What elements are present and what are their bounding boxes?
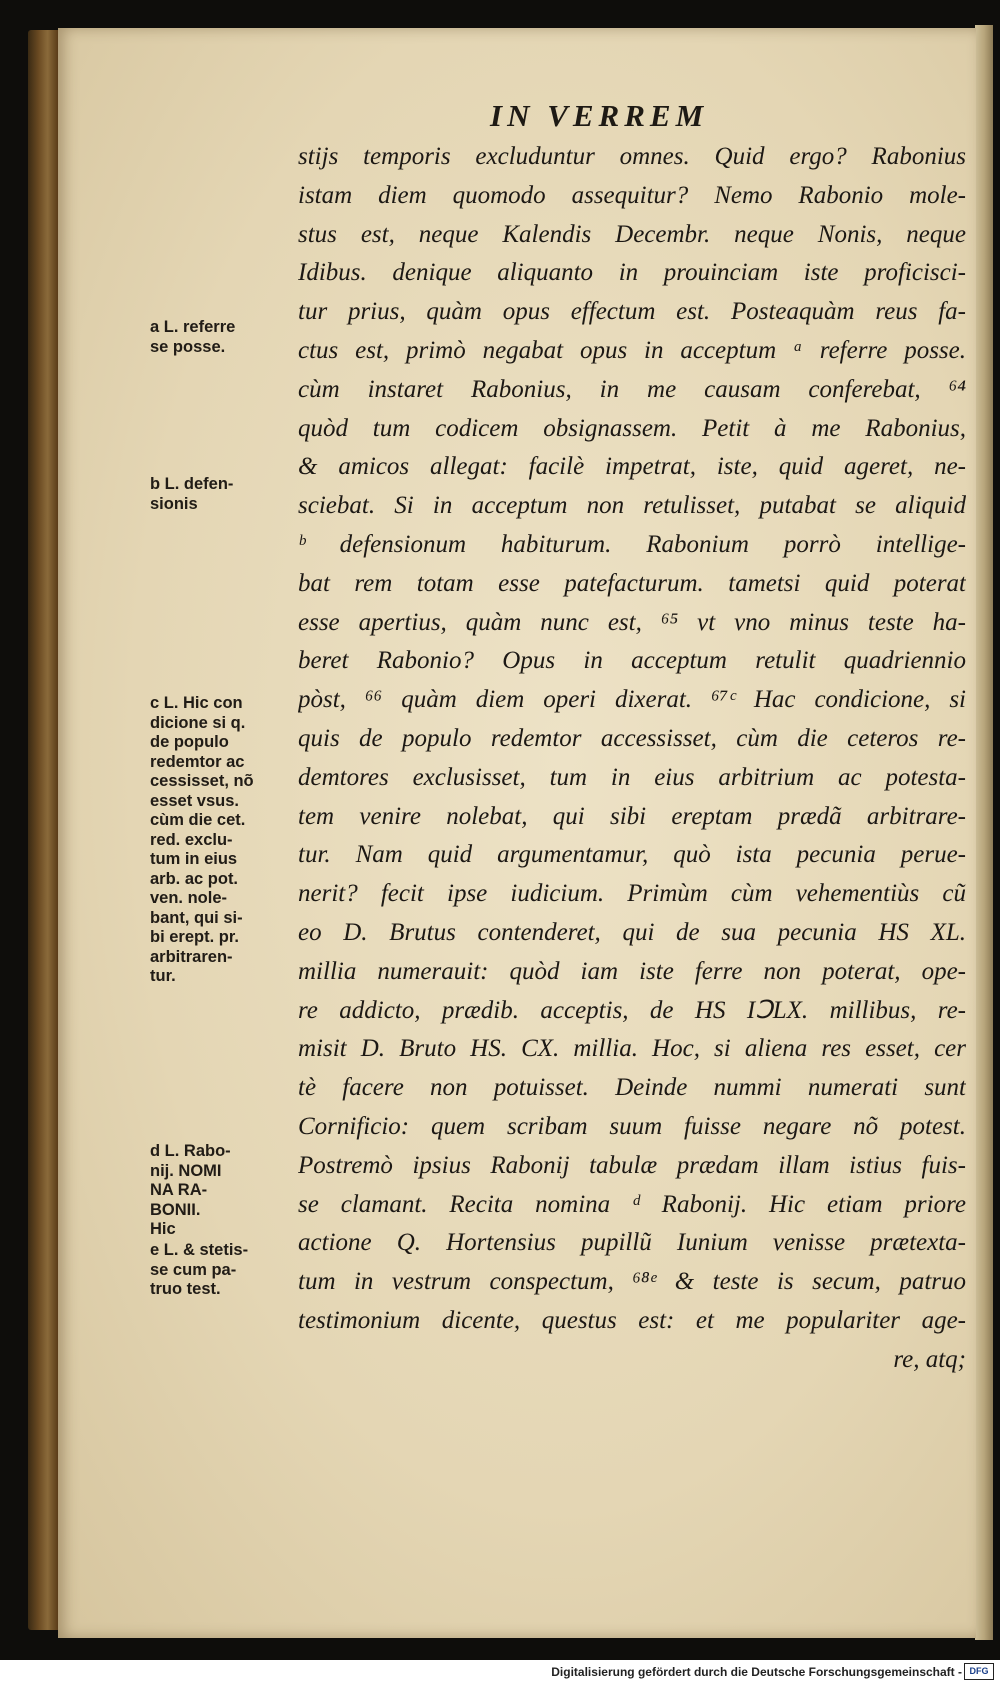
text-line: Idibus. denique aliquanto in prouinciam iste proficisci- (298, 259, 966, 287)
text-line: re addicto, prædib. acceptis, de HS IↃLX. millibus, re- (298, 996, 966, 1024)
text-line: re, atq; (893, 1345, 966, 1373)
text-line: cùm instaret Rabonius, in me causam conferebat, ⁶⁴ (298, 375, 966, 403)
margin-note-c (150, 694, 298, 987)
text-line: actione Q. Hortensius pupillũ Iunium venisse prætexta- (298, 1229, 966, 1257)
margin-note-line: a L. referre (150, 318, 236, 336)
margin-note-line: se cum pa- (150, 1260, 237, 1279)
margin-note-line: dicione si q. (150, 713, 246, 732)
margin-note-line: NA RA- (150, 1181, 208, 1199)
page-edge (975, 25, 993, 1640)
margin-note-line: ven. nole- (150, 889, 228, 907)
margin-note-line: cùm die cet. (150, 811, 246, 829)
margin-note-line: BONII. (150, 1200, 201, 1219)
text-line: misit D. Bruto HS. CX. millia. Hoc, si aliena res esset, cer (298, 1035, 966, 1063)
margin-note-line: esset vsus. (150, 791, 239, 810)
text-line: tur prius, quàm opus effectum est. Posteaquàm reus fa- (298, 298, 966, 326)
margin-note-line: tum in eius (150, 850, 238, 868)
text-line: ᵇ defensionum habiturum. Rabonium porrò intellige- (298, 530, 966, 558)
margin-note-line: arbitraren- (150, 947, 233, 966)
margin-note-line: de populo (150, 733, 229, 751)
margin-note-e (150, 1241, 298, 1300)
text-line: demtores exclusisset, tum in eius arbitrium ac potesta- (298, 763, 966, 791)
text-line: ctus est, primò negabat opus in acceptum ᵃ referre posse. (298, 336, 966, 364)
margin-note-line: arb. ac pot. (150, 869, 239, 888)
margin-note-line: truo test. (150, 1280, 221, 1298)
text-line: tem venire nolebat, qui sibi ereptam prædã arbitrare- (298, 802, 966, 830)
text-line: se clamant. Recita nomina ᵈ Rabonij. Hic etiam priore (298, 1190, 966, 1218)
text-line: testimonium dicente, questus est: et me populariter age- (298, 1306, 966, 1334)
text-line: istam diem quomodo assequitur? Nemo Rabonio mole- (298, 181, 966, 209)
margin-note-b (150, 475, 298, 514)
margin-note-line: Hic (150, 1220, 176, 1238)
running-head: IN VERREM (490, 98, 709, 133)
margin-note-line: tur. (150, 967, 176, 985)
margin-note-line: sionis (150, 494, 198, 513)
text-line: nerit? fecit ipse iudicium. Primùm cùm vehementiùs cũ (298, 880, 966, 908)
margin-note-line: bi erept. pr. (150, 928, 239, 946)
text-line: Cornificio: quem scribam suum fuisse negare nõ potest. (298, 1112, 966, 1140)
margin-note-line: red. exclu- (150, 830, 233, 849)
text-line: tum in vestrum conspectum, ⁶⁸ᵉ & teste is secum, patruo (298, 1268, 966, 1296)
text-line: tur. Nam quid argumentamur, quò ista pecunia perue- (298, 841, 966, 869)
margin-note-line: nij. NOMI (150, 1161, 222, 1180)
text-line: beret Rabonio? Opus in acceptum retulit quadriennio (298, 647, 966, 675)
margin-note-line: se posse. (150, 337, 226, 356)
margin-note-line: e L. & stetis- (150, 1241, 249, 1259)
text-line: bat rem totam esse patefacturum. tametsi quid poterat (298, 569, 966, 597)
text-line: Postremò ipsius Rabonij tabulæ prædam illam istius fuis- (298, 1151, 966, 1179)
margin-note-line: c L. Hic con (150, 694, 243, 712)
text-line: millia numerauit: quòd iam iste ferre non poterat, ope- (298, 957, 966, 985)
text-line: pòst, ⁶⁶ quàm diem operi dixerat. ⁶⁷ᶜ Hac condicione, si (298, 686, 966, 714)
margin-note-line: d L. Rabo- (150, 1142, 231, 1160)
text-line: stijs temporis excluduntur omnes. Quid ergo? Rabonius (298, 143, 966, 170)
main-text-block (298, 138, 966, 1380)
text-line: esse apertius, quàm nunc est, ⁶⁵ vt vno minus teste ha- (298, 608, 966, 636)
margin-note-a (150, 318, 298, 357)
text-line: & amicos allegat: facilè impetrat, iste, quid ageret, ne- (298, 453, 966, 481)
text-line: eo D. Brutus contenderet, qui de sua pecunia HS XL. (298, 918, 966, 946)
text-line: tè facere non potuisset. Deinde nummi numerati sunt (298, 1074, 966, 1102)
text-line: stus est, neque Kalendis Decembr. neque Nonis, neque (298, 220, 966, 248)
margin-note-line: bant, qui si- (150, 908, 243, 927)
margin-note-line: b L. defen- (150, 475, 234, 493)
footer-bar (0, 1660, 1000, 1687)
book-binding (28, 30, 58, 1630)
dfg-logo: DFG (964, 1663, 994, 1680)
margin-note-line: cessisset, nõ (150, 772, 254, 790)
text-line: quòd tum codicem obsignassem. Petit à me Rabonius, (298, 414, 966, 442)
text-line: quis de populo redemtor accessisset, cùm die ceteros re- (298, 724, 966, 752)
margin-note-d (150, 1142, 298, 1240)
text-line: sciebat. Si in acceptum non retulisset, putabat se aliquid (298, 492, 966, 520)
margin-note-line: redemtor ac (150, 752, 245, 771)
digitization-credit: Digitalisierung gefördert durch die Deutsche Forschungsgemeinschaft - (551, 1665, 962, 1679)
